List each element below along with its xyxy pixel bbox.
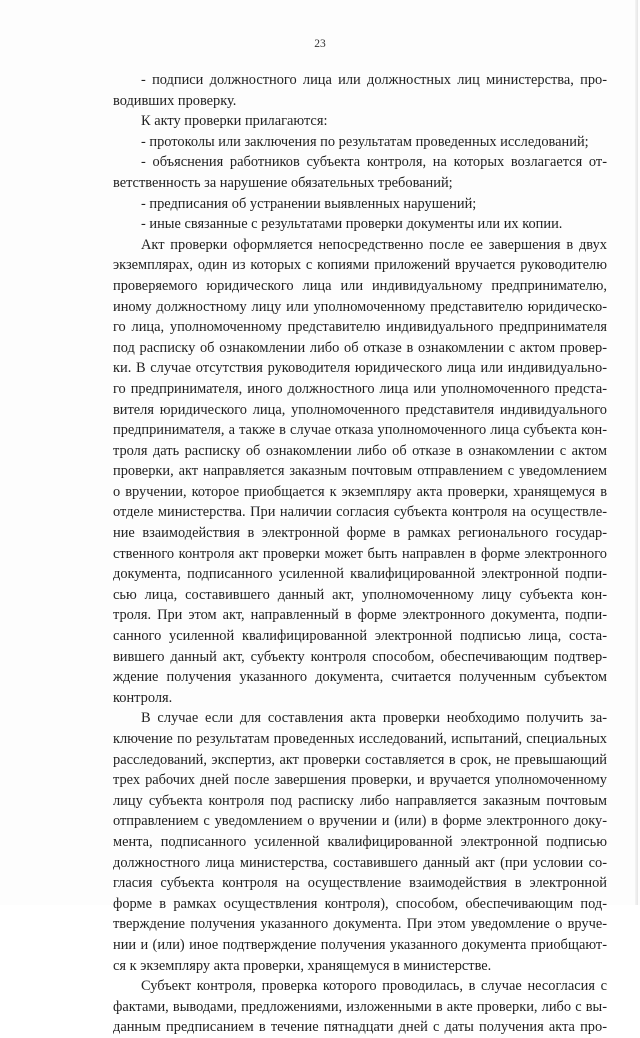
text-line: ся к экземпляру акта проверки, хранящемуся в министерстве. [113, 957, 492, 974]
text-line: трех рабочих дней после завершения проверки, и вручается уполномоченному [113, 772, 607, 789]
text-line: сью лица, составившего данный акт, уполномоченному лицу субъекта кон- [113, 586, 607, 603]
text-line: Субъект контроля, проверка которого проводилась, в случае несогласия с [141, 978, 607, 995]
text-line: троля дать расписку об ознакомлении либо об отказе в ознакомлении с актом [113, 442, 607, 459]
text-line: мента, подписанного усиленной квалифицированной электронной подписью [113, 833, 607, 850]
text-line: под расписку об ознакомлении либо об отказе в ознакомлении с актом провер- [113, 339, 607, 356]
text-line: троля. При этом акт, направленный в форме электронного документа, подпи- [113, 607, 607, 624]
text-line: документа, подписанного усиленной квалифицированной электронной подпи- [113, 566, 607, 583]
text-line: лицу субъекта контроля под расписку либо направляется заказным почтовым [113, 792, 607, 809]
text-line: экземплярах, один из которых с копиями приложений вручается руководителю [113, 257, 607, 274]
text-line: - иные связанные с результатами проверки документы или их копии. [141, 216, 563, 233]
text-line: фактами, выводами, предложениями, изложенными в акте проверки, либо с вы- [113, 998, 607, 1015]
text-line: тверждение получения указанного документа. При этом уведомление о вруче- [113, 916, 607, 933]
page-number: 23 [314, 38, 326, 50]
text-line: контроля. [113, 689, 173, 706]
text-line: го лица, уполномоченному представителю индивидуального предпринимателя [113, 319, 607, 336]
text-line: санного усиленной квалифицированной электронной подписью лица, соста- [113, 628, 607, 645]
text-line: иному должностному лицу или уполномоченному представителю юридическо- [113, 298, 607, 315]
text-line: - объяснения работников субъекта контроля, на которых возлагается от- [141, 154, 607, 171]
text-line: ки. В случае отсутствия руководителя юридического лица или индивидуально- [113, 360, 607, 377]
text-line: вителя юридического лица, уполномоченного представителя индивидуального [113, 401, 607, 418]
text-line: ветственность за нарушение обязательных требований; [113, 174, 453, 191]
text-line: ждение получения указанного документа, считается полученным субъектом [113, 669, 607, 686]
text-line: проверяемого юридического лица или индивидуальному предпринимателю, [113, 277, 607, 294]
text-line: - подписи должностного лица или должностных лиц министерства, про- [141, 72, 607, 88]
text-line: Акт проверки оформляется непосредственно после ее завершения в двух [141, 236, 607, 253]
text-line: - предписания об устранении выявленных нарушений; [141, 195, 477, 212]
text-line: предпринимателя, а также в случае отказа уполномоченного лица субъекта кон- [113, 422, 607, 439]
text-line: нии и (или) иное подтверждение получения указанного документа приобщают- [113, 936, 607, 953]
text-line: форме в рамках осуществления контроля), способом, обеспечивающим под- [113, 895, 607, 912]
text-line: расследований, экспертиз, акт проверки составляется в срок, не превышающий [113, 751, 607, 768]
text-line: - протоколы или заключения по результатам проведенных исследований; [141, 133, 589, 150]
text-line: го предпринимателя, иного должностного лица или уполномоченного предста- [113, 380, 607, 397]
text-line: В случае если для составления акта проверки необходимо получить за- [141, 710, 607, 727]
text-line: должностного лица министерства, составившего данный акт (при условии со- [113, 854, 607, 871]
text-line: ние взаимодействия в электронной форме в рамках регионального государ- [113, 525, 607, 542]
text-line: проверки, акт направляется заказным почтовым отправлением с уведомлением [113, 463, 607, 480]
text-line: о вручении, которое приобщается к экземпляру акта проверки, хранящемуся в [113, 483, 607, 500]
text-line: гласия субъекта контроля на осуществление взаимодействия в электронной [113, 875, 607, 892]
text-line: ключение по результатам проведенных исследований, испытаний, специальных [113, 731, 607, 747]
document-body [113, 70, 607, 1038]
text-line: данным предписанием в течение пятнадцати дней с даты получения акта про- [113, 1019, 607, 1036]
text-line: водивших проверку. [113, 92, 237, 109]
text-line: отправлением с уведомлением о вручении и (или) в форме электронного доку- [113, 813, 607, 830]
text-line: отделе министерства. При наличии согласия субъекта контроля на осуществле- [113, 504, 607, 521]
text-line: К акту проверки прилагаются: [141, 113, 328, 130]
text-line: ственного контроля акт проверки может быть направлен в форме электронного [113, 545, 607, 562]
scan-edge-shadow [635, 0, 638, 905]
text-line: вившего данный акт, субъекту контроля способом, обеспечивающим подтвер- [113, 648, 607, 665]
